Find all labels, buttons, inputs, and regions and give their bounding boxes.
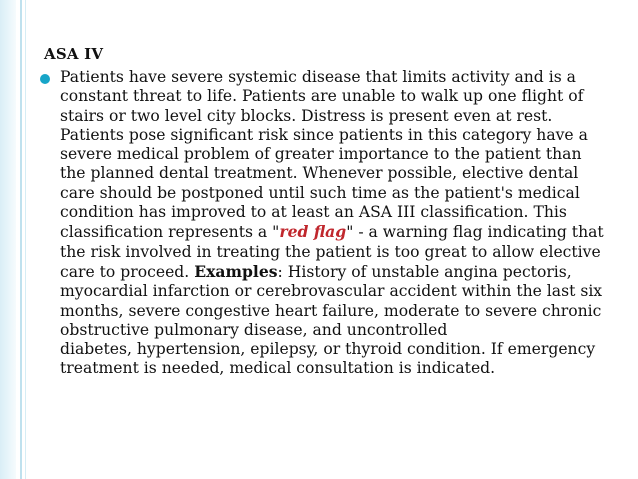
left-border-line <box>20 0 22 479</box>
bullet-dot-icon <box>40 74 50 84</box>
bullet-item <box>44 68 604 379</box>
slide-title: ASA IV <box>44 45 104 63</box>
paragraph-text-2: " - a warning flag indicating that the risk involved in treating the patient is too great to allow elective care to proceed. <box>60 223 604 281</box>
left-decorative-border <box>0 0 16 479</box>
paragraph-text-3: : History of unstable angina pectoris, myocardial infarction or cerebrovascular accident within the last six months, severe congestive heart failure, moderate to severe chronic obstructive pulmonary disease, and uncontrolled <box>60 262 603 339</box>
slide-content <box>44 44 604 379</box>
bullet-paragraph <box>60 68 604 379</box>
paragraph-text-1: Patients have severe systemic disease that limits activity and is a constant threat to life. Patients are unable to walk up one flight of stairs or two level city blocks. Distress is present even at rest. Patients pose significant risk since patients in this category have a severe medical problem of greater importance to the patient than the planned dental treatment. Whenever possible, elective dental care should be postponed until such time as the patient's medical condition has improved to at least an ASA III classification. This classification represents a " <box>60 68 588 242</box>
red-flag-text: red flag <box>279 222 347 242</box>
examples-label: Examples <box>194 261 278 281</box>
left-border-line-thin <box>25 0 26 479</box>
paragraph-text-4: diabetes, hypertension, epilepsy, or thyroid condition. If emergency treatment is needed, medical consultation is indicated. <box>60 340 596 378</box>
